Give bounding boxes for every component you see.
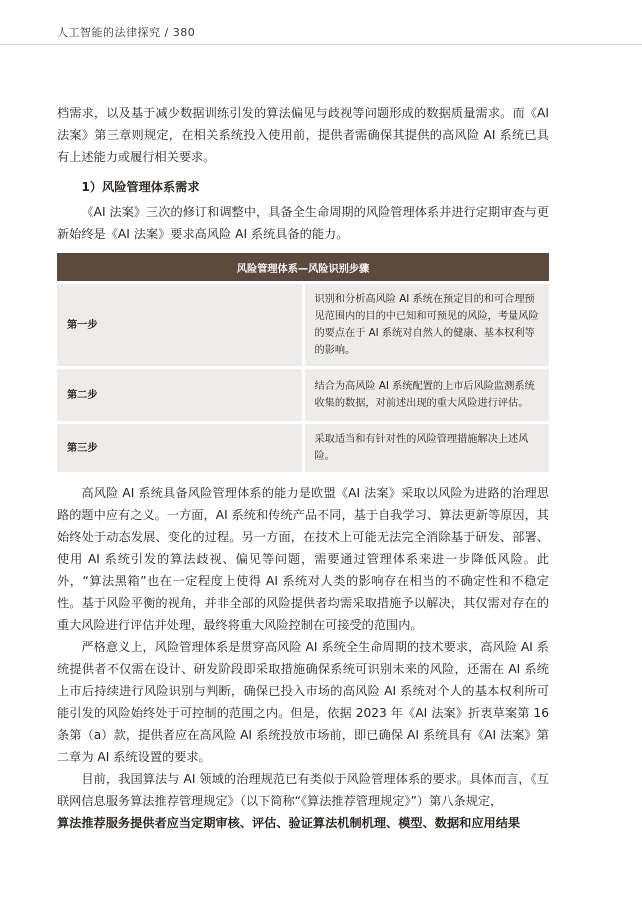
page-body: [57, 102, 549, 834]
table-row: [57, 283, 549, 368]
table-row: [57, 368, 549, 423]
step-label: 第三步: [57, 423, 303, 473]
step-description: 识别和分析高风险 AI 系统在预定目的和可合理预见范围内的目的中已知和可预见的风险，考量风险的要点在于 AI 系统对自然人的健康、基本权利等的影响。: [303, 283, 549, 368]
step-description: 结合为高风险 AI 系统配置的上市后风险监测系统收集的数据，对前述出现的重大风险进行评估。: [303, 368, 549, 423]
paragraph-1: 档需求，以及基于减少数据训练引发的算法偏见与歧视等问题形成的数据质量需求。而《AI法案》第三章则规定，在相关系统投入使用前，提供者需确保其提供的高风险 AI 系统已具有上述能力或履行相关要求。: [57, 106, 549, 164]
table-row: [57, 423, 549, 473]
paragraph-6-bold: 算法推荐服务提供者应当定期审核、评估、验证算法机制机理、模型、数据和应用结果: [57, 816, 521, 830]
section-subheading: 1）风险管理体系需求: [81, 180, 200, 194]
running-header: 人工智能的法律探究 / 380: [57, 26, 196, 39]
paragraph-4: 严格意义上，风险管理体系是贯穿高风险 AI 系统全生命周期的技术要求，高风险 AI 系统提供者不仅需在设计、研发阶段即采取措施确保系统可识别未来的风险，还需在 AI 系统上市后持续进行风险识别与判断，确保已投入市场的高风险 AI 系统对个人的基本权利所可能引发的风险始终处于可控制的范围之内。但是，依据 2023 年《AI 法案》折衷草案第 16 条第（a）款，提供者应在高风险 AI 系统投放市场前，即已确保 AI 系统具有《AI 法案》第二章为 AI 系统设置的要求。: [57, 640, 549, 764]
paragraph-3: 高风险 AI 系统具备风险管理体系的能力是欧盟《AI 法案》采取以风险为进路的治理思路的题中应有之义。一方面，AI 系统和传统产品不同，基于自我学习、算法更新等原因，其始终处于动态发展、变化的过程。另一方面，在技术上可能无法完全消除基于研发、部署、使用 AI 系统引发的算法歧视、偏见等问题，需要通过管理体系来进一步降低风险。此外，“算法黑箱”也在一定程度上使得 AI 系统对人类的影响存在相当的不确定性和不稳定性。基于风险平衡的视角，并非全部的风险提供者均需采取措施予以解决，其仅需对存在的重大风险进行评估并处理，最终将重大风险控制在可接受的范围内。: [57, 486, 549, 632]
step-description: 采取适当和有针对性的风险管理措施解决上述风险。: [303, 423, 549, 473]
paragraph-5: 目前，我国算法与 AI 领域的治理规范已有类似于风险管理体系的要求。具体而言，《互联网信息服务算法推荐管理规定》（以下简称“《算法推荐管理规定》”）第八条规定，: [57, 772, 549, 808]
step-label: 第一步: [57, 283, 303, 368]
paragraph-2: 《AI 法案》三次的修订和调整中，具备全生命周期的风险管理体系并进行定期审查与更新始终是《AI 法案》要求高风险 AI 系统具备的能力。: [57, 205, 549, 241]
step-label: 第二步: [57, 368, 303, 423]
header-divider: [0, 44, 642, 45]
table-title: 风险管理体系—风险识别步骤: [57, 253, 549, 283]
risk-steps-table: [57, 253, 549, 472]
